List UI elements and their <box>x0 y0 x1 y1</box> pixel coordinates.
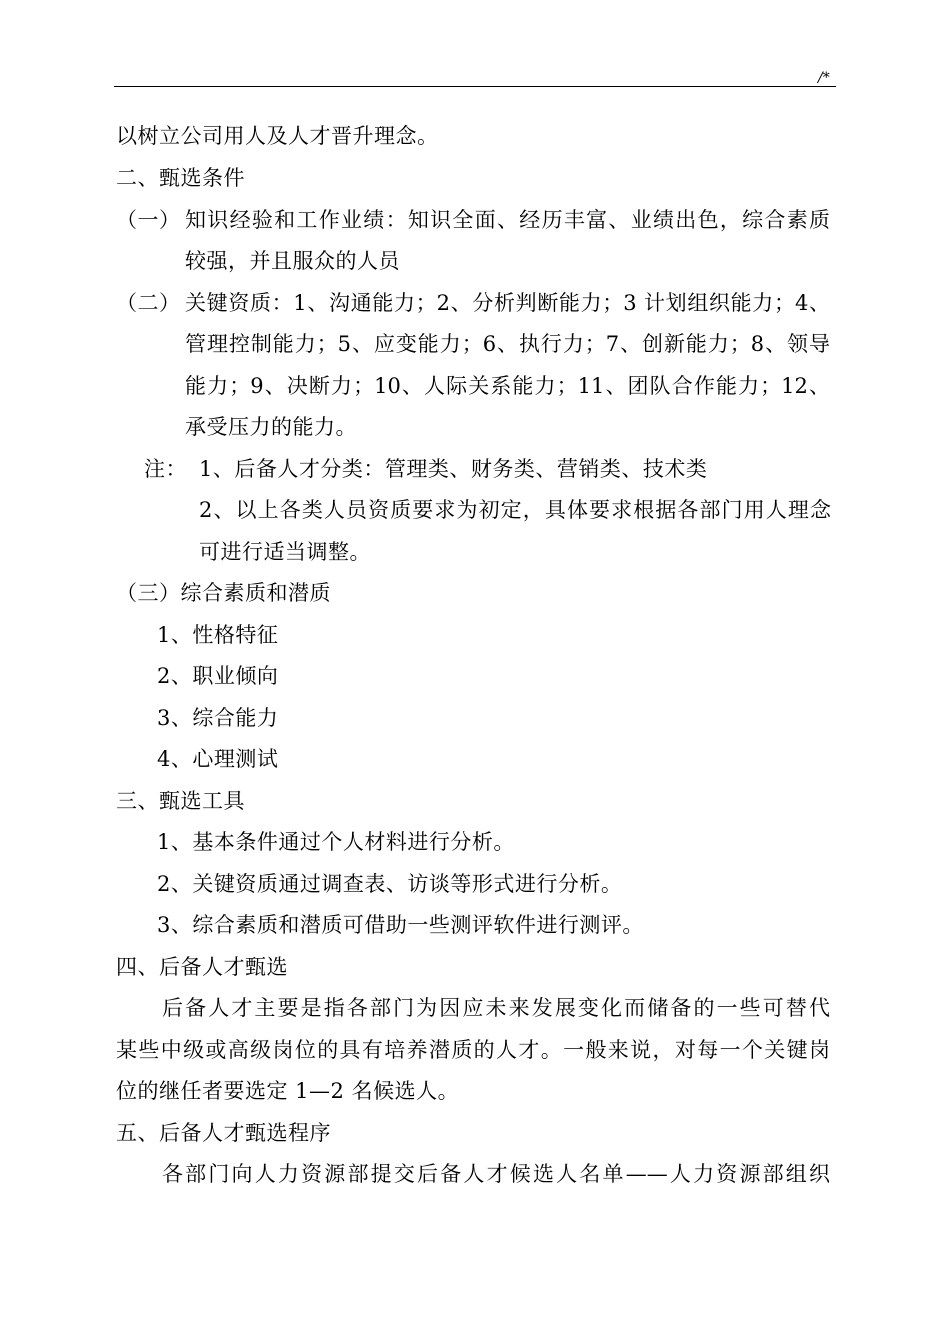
note-label: 注： <box>144 457 187 481</box>
note-line: 1、后备人才分类：管理类、财务类、营销类、技术类 <box>199 457 708 481</box>
list-item: 3、综合素质和潜质可借助一些测评软件进行测评。 <box>157 913 644 937</box>
paragraph-line: 以树立公司用人及人才晋升理念。 <box>116 124 439 148</box>
item-marker: （一） <box>116 208 181 232</box>
paragraph-line: 某些中级或高级岗位的具有培养潜质的人才。一般来说，对每一个关键岗 <box>116 1038 830 1062</box>
paragraph-line: 能力；9、决断力；10、人际关系能力；11、团队合作能力；12、 <box>185 374 830 398</box>
paragraph-line: 知识经验和工作业绩：知识全面、经历丰富、业绩出色，综合素质 <box>185 208 830 232</box>
paragraph-line: 各部门向人力资源部提交后备人才候选人名单——人力资源部组织 <box>162 1162 830 1186</box>
header-rule <box>114 86 836 87</box>
section-heading: 五、后备人才甄选程序 <box>116 1121 331 1145</box>
subsection-heading: （三）综合素质和潜质 <box>116 581 331 605</box>
paragraph-line: 承受压力的能力。 <box>185 415 357 439</box>
section-heading: 四、后备人才甄选 <box>116 955 288 979</box>
list-item: 1、基本条件通过个人材料进行分析。 <box>157 830 515 854</box>
section-heading: 二、甄选条件 <box>116 166 245 190</box>
paragraph-line: 关键资质：1、沟通能力；2、分析判断能力；3 计划组织能力；4、 <box>185 291 830 315</box>
item-marker: （二） <box>116 291 181 315</box>
paragraph-line: 管理控制能力；5、应变能力；6、执行力；7、创新能力；8、领导 <box>185 332 830 356</box>
list-item: 3、综合能力 <box>157 706 279 730</box>
header-mark: /* <box>818 70 830 86</box>
paragraph-line: 较强，并且服众的人员 <box>185 249 400 273</box>
list-item: 4、心理测试 <box>157 747 279 771</box>
note-line: 可进行适当调整。 <box>199 540 371 564</box>
paragraph-line: 位的继任者要选定 1—2 名候选人。 <box>116 1079 460 1103</box>
note-line: 2、以上各类人员资质要求为初定，具体要求根据各部门用人理念 <box>199 498 831 522</box>
paragraph-line: 后备人才主要是指各部门为因应未来发展变化而储备的一些可替代 <box>162 996 830 1020</box>
section-heading: 三、甄选工具 <box>116 789 245 813</box>
list-item: 1、性格特征 <box>157 623 279 647</box>
list-item: 2、关键资质通过调查表、访谈等形式进行分析。 <box>157 872 623 896</box>
list-item: 2、职业倾向 <box>157 664 279 688</box>
